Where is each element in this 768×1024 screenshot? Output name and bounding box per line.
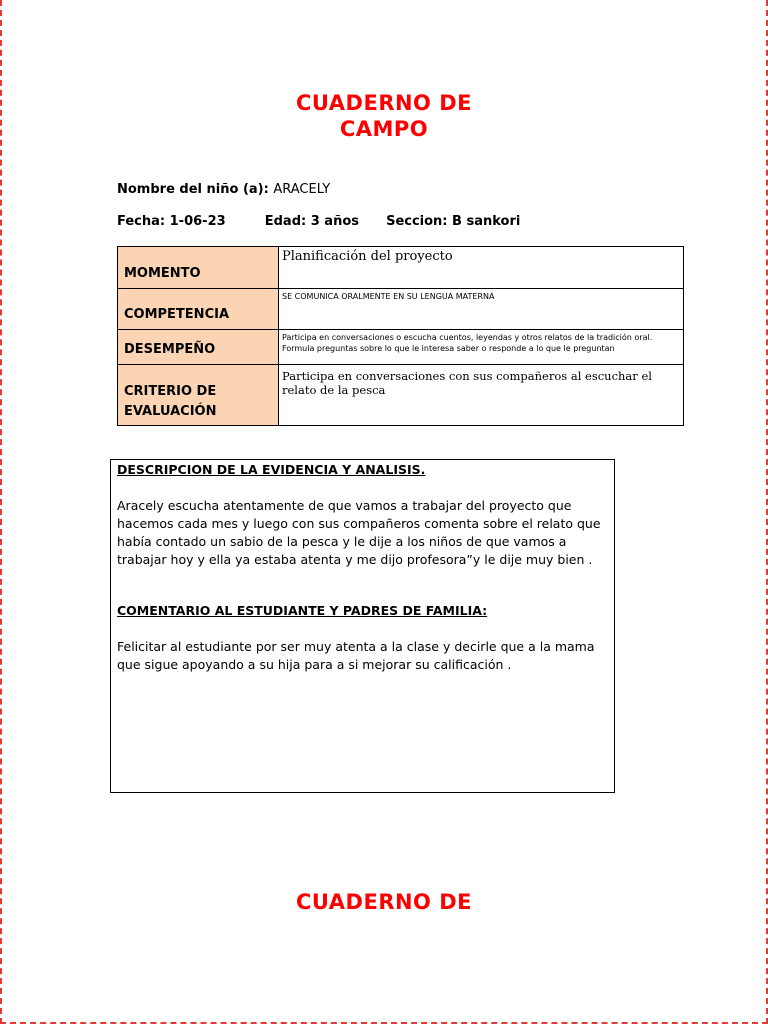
student-name-line: Nombre del niño (a): ARACELY (117, 182, 331, 197)
table-row (118, 289, 684, 330)
fecha-value: 1-06-23 (169, 214, 226, 229)
student-details-line (117, 214, 520, 229)
row-label: COMPETENCIA (118, 289, 279, 330)
row-label: DESEMPEÑO (118, 330, 279, 365)
seccion-label: Seccion: (386, 214, 448, 229)
evidence-body: Aracely escucha atentamente de que vamos a trabajar del proyecto que hacemos cada mes y luego con sus compañeros comenta sobre el relato que había contado un sabio de la pesca y le dije a los niños de que vamos a trabajar hoy y ella ya estaba atenta y me dijo profesora”y le dije muy bien . (117, 498, 601, 567)
row-value: Participa en conversaciones con sus compañeros al escuchar el relato de la pesca (279, 365, 684, 426)
evidence-heading: DESCRIPCION DE LA EVIDENCIA Y ANALISIS. (117, 462, 426, 477)
table-row (118, 247, 684, 289)
comment-heading: COMENTARIO AL ESTUDIANTE Y PADRES DE FAMILIA: (117, 603, 488, 618)
edad-label: Edad: (264, 214, 307, 229)
row-value: Participa en conversaciones o escucha cuentos, leyendas y otros relatos de la tradición oral. Formula preguntas sobre lo que le interesa saber o responde a lo que le preguntan (279, 330, 684, 365)
row-label: CRITERIO DE EVALUACIÓN (118, 365, 279, 426)
table-row (118, 330, 684, 365)
fecha-label: Fecha: (117, 214, 166, 229)
seccion-value: B sankori (452, 214, 521, 229)
page-border-bottom (0, 1020, 768, 1024)
planning-table (117, 246, 684, 426)
comment-body: Felicitar al estudiante por ser muy atenta a la clase y decirle que a la mama que sigue apoyando a su hija para a si mejorar su calificación . (117, 639, 595, 672)
page-border-left (0, 0, 4, 1024)
student-name-value: ARACELY (273, 182, 331, 197)
student-name-label: Nombre del niño (a) (117, 182, 264, 197)
edad-value: 3 años (310, 214, 360, 229)
page-border-right (764, 0, 768, 1024)
row-value: SE COMUNICA ORALMENTE EN SU LENGUA MATERNA (279, 289, 684, 330)
row-value: Planificación del proyecto (279, 247, 684, 289)
evidence-box (110, 459, 615, 793)
document-title-next-page: CUADERNO DE (295, 890, 473, 914)
document-title: CUADERNO DE CAMPO (295, 91, 473, 141)
row-label: MOMENTO (118, 247, 279, 289)
table-row (118, 365, 684, 426)
